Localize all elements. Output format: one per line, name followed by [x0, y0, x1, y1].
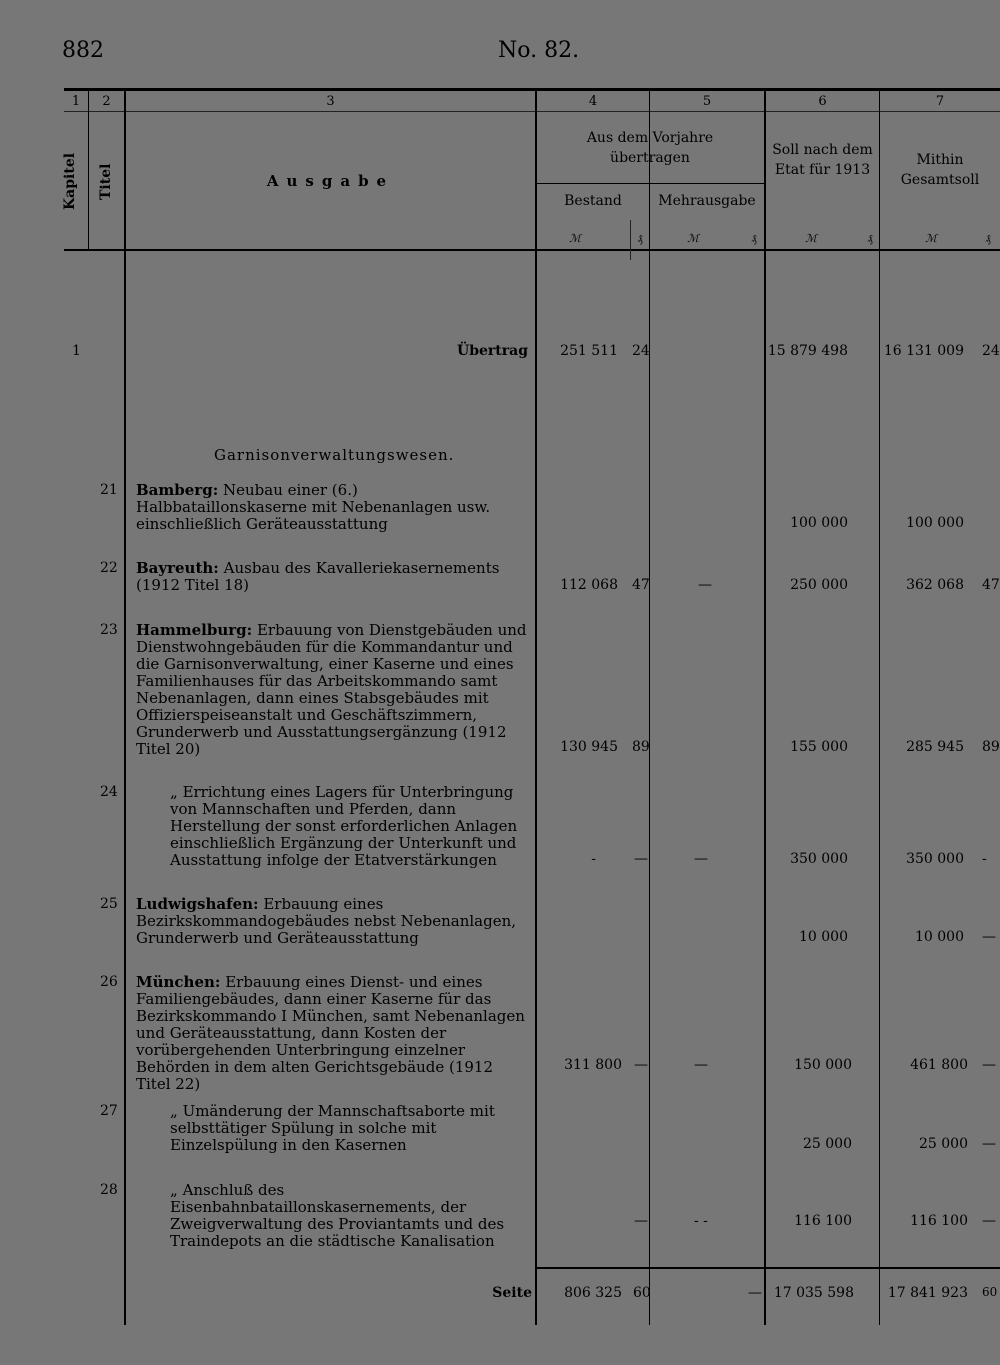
col-line-1	[88, 90, 89, 250]
row-25-gesamt-pf: —	[982, 929, 996, 945]
seite-gesamt: 17 841 923	[887, 1285, 968, 1301]
row-24-gesamt-pf: -	[982, 851, 987, 867]
header-bottom-rule	[64, 249, 1000, 251]
row-24-bestand-pf: —	[634, 851, 648, 867]
header-soll: Soll nach dem Etat für 1913	[772, 142, 873, 178]
uebertrag-bestand: 251 511	[560, 343, 618, 359]
row-22-text	[136, 560, 530, 594]
row-26-gesamt-pf: —	[982, 1057, 996, 1073]
row-23-bestand-pf: 89	[632, 739, 650, 755]
col-line-sub	[630, 220, 631, 260]
header-kapitel: Kapitel	[62, 152, 78, 210]
row-21-text	[136, 482, 530, 533]
unit-mark-4: ℳ	[569, 232, 581, 245]
row-27-soll: 25 000	[803, 1136, 852, 1152]
row-21-soll: 100 000	[790, 515, 848, 531]
row-25-soll: 10 000	[799, 929, 848, 945]
col-line-2	[124, 90, 126, 1325]
col-num-4: 4	[588, 94, 598, 109]
row-22-gesamt-pf: 47	[982, 577, 1000, 593]
row-21-gesamt: 100 000	[906, 515, 964, 531]
unit-pf-7: ₰	[985, 232, 991, 245]
seite-gesamt-pf: 60	[982, 1285, 998, 1299]
unit-mark-7: ℳ	[925, 232, 937, 245]
col-num-2: 2	[102, 94, 111, 109]
seite-soll: 17 035 598	[773, 1285, 854, 1301]
header-titel: Titel	[98, 163, 114, 200]
row-24-gesamt: 350 000	[906, 851, 964, 867]
row-22-mehr: —	[698, 577, 712, 593]
row-22-soll: 250 000	[790, 577, 848, 593]
col-num-7: 7	[935, 94, 945, 109]
row-23-gesamt-pf: 89	[982, 739, 1000, 755]
row-24-titel: 24	[100, 784, 118, 800]
header-gesamtsoll: Mithin Gesamtsoll	[900, 152, 980, 188]
row-25-text	[136, 896, 530, 947]
row-24-place: „	[170, 783, 178, 801]
col-num-6: 6	[818, 94, 827, 109]
col-num-1: 1	[71, 94, 81, 109]
page-number: 882	[62, 38, 104, 63]
seite-mehr: —	[748, 1285, 762, 1301]
seite-bestand: 806 325	[564, 1285, 622, 1301]
row-23-bestand: 130 945	[560, 739, 618, 755]
row-23-text	[136, 622, 530, 758]
row-28-gesamt: 116 100	[910, 1213, 968, 1229]
page-title: No. 82.	[498, 38, 580, 63]
row-25-desc: Erbauung eines Bezirkskommandogebäudes nebst Nebenanlagen, Grunderwerb und Geräteausstattung	[136, 895, 517, 947]
row-28-soll: 116 100	[794, 1213, 852, 1229]
row-28-titel: 28	[100, 1182, 118, 1198]
table-top-rule	[64, 88, 1000, 91]
row-26-bestand: 311 800	[564, 1057, 622, 1073]
subheader-rule	[536, 183, 764, 184]
col-numbers-rule	[64, 111, 1000, 112]
col-line-6	[879, 90, 880, 1325]
seite-bestand-pf: 60	[633, 1285, 651, 1301]
row-21-titel: 21	[100, 482, 118, 498]
row-21-place: Bamberg:	[136, 481, 219, 499]
row-23-titel: 23	[100, 622, 118, 638]
row-26-desc: Erbauung eines Dienst- und eines Familiengebäudes, dann einer Kaserne für das Bezirkskommando I München, samt Nebenanlagen und Geräteausstattung, dann Kosten der vorübergehenden Unterbringung einzelner Behörden in dem alten Gerichtsgebäude (1912 Titel 22)	[136, 973, 525, 1093]
uebertrag-soll: 15 879 498	[767, 343, 848, 359]
unit-mark-6: ℳ	[805, 232, 817, 245]
row-25-place: Ludwigshafen:	[136, 895, 259, 913]
row-26-mehr: —	[694, 1057, 708, 1073]
uebertrag-bestand-pf: 24	[632, 343, 650, 359]
header-bestand: Bestand	[564, 193, 622, 209]
row-24-mehr: —	[694, 851, 708, 867]
row-26-soll: 150 000	[794, 1057, 852, 1073]
uebertrag-gesamt: 16 131 009	[883, 343, 964, 359]
unit-pf-6: ₰	[867, 232, 873, 245]
uebertrag-label: Übertrag	[457, 343, 528, 359]
row-24-bestand: -	[591, 851, 596, 867]
row-24-desc: Errichtung eines Lagers für Unterbringung von Mannschaften und Pferden, dann Herstellung der sonst erforderlichen Anlagen einschließlich Ergänzung der Unterkunft und Ausstattung infolge der Etatverstärkungen	[170, 783, 518, 869]
uebertrag-gesamt-pf: 24	[982, 343, 1000, 359]
row-21-desc: Neubau einer (6.) Halbbataillonskaserne mit Nebenanlagen usw. einschließlich Geräteausstattung	[136, 481, 491, 533]
row-26-gesamt: 461 800	[910, 1057, 968, 1073]
row-28-mehr: - -	[694, 1213, 708, 1229]
row-27-desc: Umänderung der Mannschaftsaborte mit selbsttätiger Spülung in solche mit Einzelspülung in den Kasernen	[170, 1102, 495, 1154]
row-27-text	[170, 1103, 530, 1154]
unit-pf-4: ₰	[637, 232, 643, 245]
row-26-bestand-pf: —	[634, 1057, 648, 1073]
row-26-text	[136, 974, 530, 1093]
row-22-desc: Ausbau des Kavalleriekasernements (1912 Titel 18)	[136, 559, 500, 594]
uebertrag-kapitel: 1	[72, 343, 81, 359]
seite-label: Seite	[492, 1285, 532, 1301]
row-23-gesamt: 285 945	[906, 739, 964, 755]
row-27-place: „	[170, 1102, 178, 1120]
row-22-bestand: 112 068	[560, 577, 618, 593]
row-28-place: „	[170, 1181, 178, 1199]
row-23-soll: 155 000	[790, 739, 848, 755]
row-26-place: München:	[136, 973, 221, 991]
total-rule	[536, 1267, 1000, 1269]
header-vorjahre: Aus dem Vorjahre übertragen	[586, 130, 714, 166]
row-22-gesamt: 362 068	[906, 577, 964, 593]
row-28-gesamt-pf: —	[982, 1213, 996, 1229]
row-22-bestand-pf: 47	[632, 577, 650, 593]
section-title: Garnisonverwaltungswesen.	[214, 446, 455, 464]
row-27-gesamt: 25 000	[919, 1136, 968, 1152]
row-23-place: Hammelburg:	[136, 621, 253, 639]
row-22-place: Bayreuth:	[136, 559, 219, 577]
col-line-3	[535, 90, 537, 1325]
row-23-desc: Erbauung von Dienstgebäuden und Dienstwohngebäuden für die Kommandantur und die Garnisonverwaltung, einer Kaserne und eines Familienhauses für das Arbeitskommando samt Nebenanlagen, dann eines Stabsgebäudes mit Offizierspeiseanstalt und Geschäftszimmern, Grunderwerb und Ausstattungsergänzung (1912 Titel 20)	[136, 621, 527, 758]
unit-mark-5: ℳ	[687, 232, 699, 245]
col-num-5: 5	[702, 94, 712, 109]
row-24-text	[170, 784, 530, 869]
row-28-bestand-pf: —	[634, 1213, 648, 1229]
header-mehrausgabe: Mehrausgabe	[658, 193, 756, 209]
col-num-3: 3	[326, 94, 335, 109]
row-28-desc: Anschluß des Eisenbahnbataillonskasernements, der Zweigverwaltung des Proviantamts und des Traindepots an die städtische Kanalisation	[170, 1181, 505, 1250]
unit-pf-5: ₰	[751, 232, 757, 245]
row-28-text	[170, 1182, 530, 1250]
row-27-gesamt-pf: —	[982, 1136, 996, 1152]
row-26-titel: 26	[100, 974, 118, 990]
row-24-soll: 350 000	[790, 851, 848, 867]
header-ausgabe: Ausgabe	[266, 172, 395, 190]
row-25-titel: 25	[100, 896, 118, 912]
row-25-gesamt: 10 000	[915, 929, 964, 945]
col-line-4	[649, 90, 650, 1325]
row-27-titel: 27	[100, 1103, 118, 1119]
row-22-titel: 22	[100, 560, 118, 576]
